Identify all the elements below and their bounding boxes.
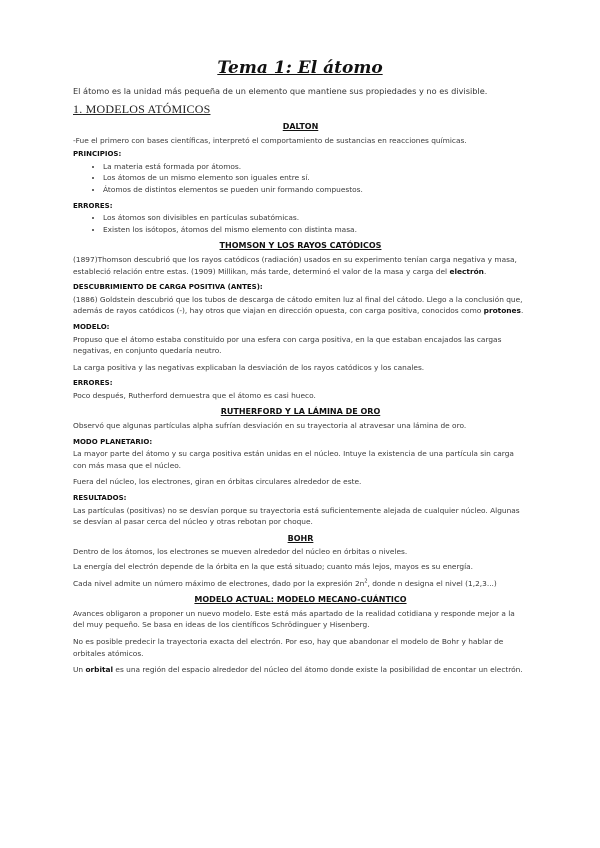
actual-p3-bold: orbital	[85, 665, 114, 675]
rutherford-modo-p2: Fuera del núcleo, los electrones, giran en órbitas circulares alrededor de este.	[73, 477, 362, 487]
dalton-principios-label: PRINCIPIOS:	[73, 150, 122, 159]
actual-heading: MODELO ACTUAL: MODELO MECANO-CUÁNTICO	[194, 595, 407, 605]
list-item: • Los átomos de un mismo elemento son iguales entre sí.	[103, 172, 528, 184]
bohr-p3	[73, 578, 528, 590]
bohr-heading: BOHR	[287, 533, 314, 543]
actual-p3-text-end: es una región del espacio alrededor del núcleo del átomo donde existe la posibilidad de encontar un electrón.	[113, 665, 523, 675]
dalton-heading: DALTON	[282, 122, 319, 131]
thomson-errores-paragraph: Poco después, Rutherford demuestra que el átomo es casi hueco.	[73, 390, 316, 400]
actual-p3	[73, 664, 528, 676]
actual-p2: No es posible predecir la trayectoria exacta del electrón. Por eso, hay que abandonar el modelo de Bohr y hablar de orbitales atómicos.	[73, 636, 504, 658]
section-heading: 1. MODELOS ATÓMICOS	[73, 102, 211, 116]
rutherford-resultados-label: RESULTADOS:	[73, 494, 127, 503]
bohr-p1: Dentro de los átomos, los electrones se mueven alrededor del núcleo en órbitas o niveles.	[73, 547, 408, 557]
rutherford-modo-label: MODO PLANETARIO:	[73, 437, 153, 446]
intro-text: El átomo es la unidad más pequeña de un elemento que mantiene sus propiedades y no es divisible.	[73, 86, 488, 96]
thomson-carga-label: DESCUBRIMIENTO DE CARGA POSITIVA (ANTES):	[73, 283, 263, 292]
thomson-modelo-label: MODELO:	[73, 322, 110, 331]
actual-p3-text: Un	[73, 665, 86, 675]
bohr-p3-superscript: 2	[364, 578, 368, 585]
carga-text: (1886) Goldstein descubrió que los tubos de descarga de cátodo emiten luz al final del cátodo. Llego a la conclusión que, además de rayos catódicos (-), hay otros que viajan en dirección opuesta, con carga positiva, conocidos como	[73, 294, 523, 316]
dalton-errores-label: ERRORES:	[73, 201, 113, 210]
thomson-text: (1897)Thomson descubrió que los rayos catódicos (radiación) usados en su experimento tenían carga negativa y masa, estableció relación entre estas. (1909) Millikan, más tarde, determinó el valor de la masa y carga del	[73, 254, 517, 276]
thomson-bold: electrón	[449, 266, 484, 276]
actual-p1: Avances obligaron a proponer un nuevo modelo. Este está más apartado de la realidad cotidiana y responde mejor a la del muy pequeño. Se basa en ideas de los científicos Schrödinguer y Hisenberg.	[73, 608, 515, 630]
bohr-p2: La energía del electrón depende de la órbita en la que está situado; cuanto más lejos, mayos es su energía.	[73, 562, 474, 571]
dalton-errores-list	[73, 212, 528, 235]
dalton-principios-list	[73, 161, 528, 196]
thomson-errores-label: ERRORES:	[73, 379, 113, 388]
list-item: • La materia está formada por átomos.	[103, 161, 528, 173]
rutherford-resultados-paragraph: Las partículas (positivas) no se desvían porque su trayectoria está suficientemente alejada de cualquier núcleo. Algunas se desvían al pasar cerca del núcleo y otras rebotan por choque.	[73, 505, 520, 527]
thomson-modelo-p2: La carga positiva y las negativas explicaban la desviación de los rayos catódicos y los canales.	[73, 362, 425, 372]
carga-text-end: .	[520, 306, 524, 316]
thomson-paragraph	[73, 254, 528, 277]
list-item: • Existen los isótopos, átomos del mismo elemento con distinta masa.	[103, 224, 528, 236]
rutherford-modo-p1: La mayor parte del átomo y su carga positiva están unidas en el núcleo. Intuye la existencia de una partícula sin carga con más masa que el núcleo.	[73, 449, 514, 470]
thomson-text-end: .	[483, 266, 487, 276]
thomson-carga-paragraph	[73, 294, 528, 317]
thomson-heading: THOMSON Y LOS RAYOS CATÓDICOS	[219, 241, 382, 251]
dalton-paragraph: -Fue el primero con bases científicas, interpretó el comportamiento de sustancias en reacciones químicas.	[73, 135, 467, 145]
bohr-p3-text-end: , donde n designa el nivel (1,2,3...)	[367, 578, 497, 588]
carga-bold: protones	[483, 306, 521, 316]
rutherford-heading: RUTHERFORD Y LA LÁMINA DE ORO	[220, 407, 381, 417]
content	[73, 120, 528, 679]
bohr-p3-text: Cada nivel admite un número máximo de electrones, dado por la expresión 2n	[73, 578, 365, 588]
list-item: • Los átomos son divisibles en partículas subatómicas.	[103, 212, 528, 224]
list-item: • Átomos de distintos elementos se pueden unir formando compuestos.	[103, 184, 528, 196]
thomson-modelo-p1: Propuso que el átomo estaba constituido por una esfera con carga positiva, en la que estaban encajados las cargas negativas, en conjunto quedaría neutro.	[73, 334, 502, 356]
page-title: Tema 1: El átomo	[217, 58, 383, 78]
rutherford-paragraph: Observó que algunas partículas alpha sufrían desviación en su trayectoria al atravesar una lámina de oro.	[73, 421, 467, 431]
